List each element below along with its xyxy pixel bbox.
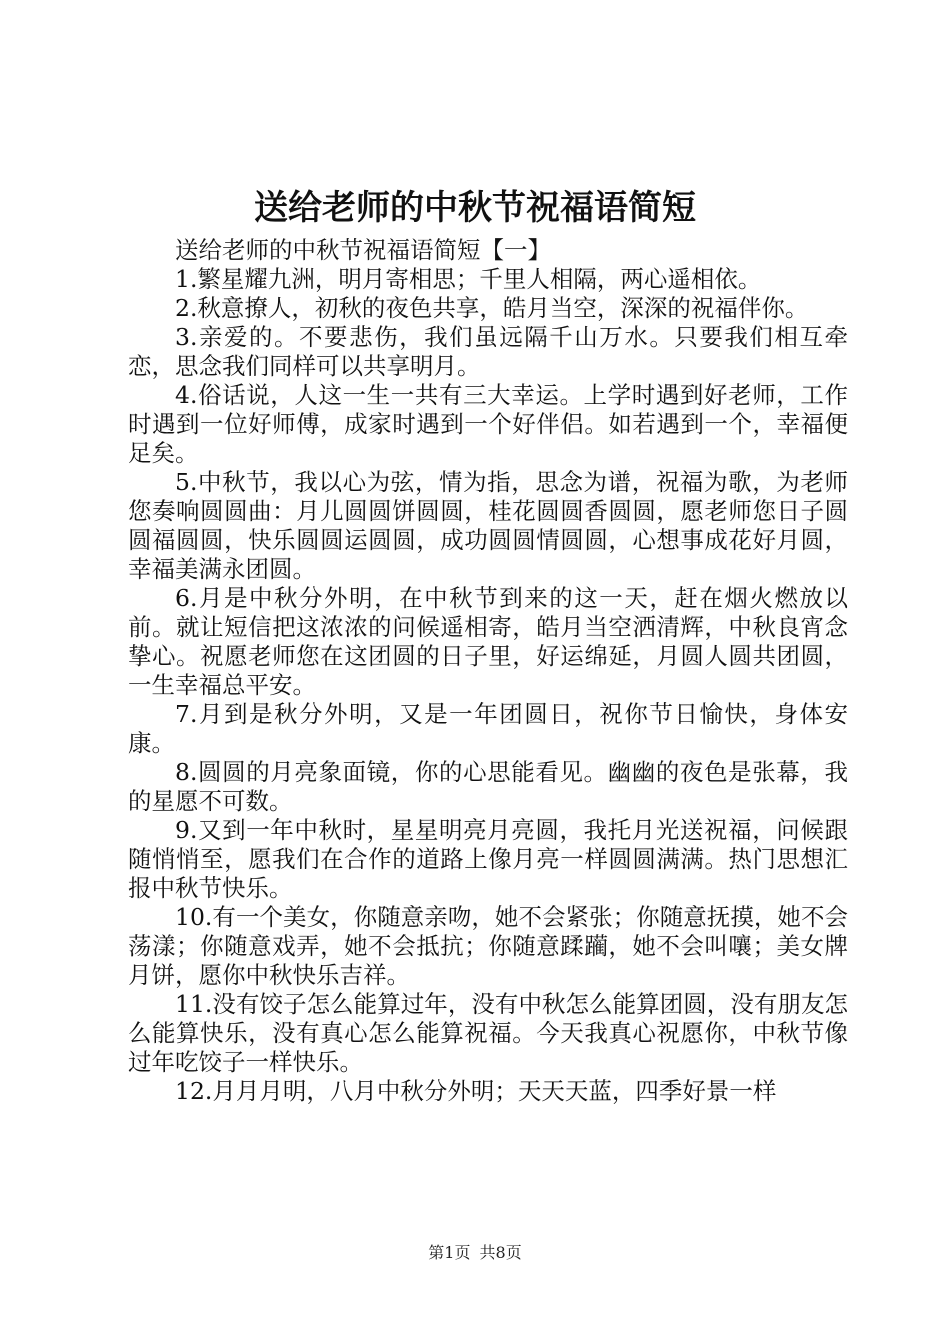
list-item: 10.有一个美女，你随意亲吻，她不会紧张；你随意抚摸，她不会荡漾；你随意戏弄，她不会抵抗；你随意蹂躏，她不会叫嚷；美女牌月饼，愿你中秋快乐吉祥。 [128, 903, 848, 989]
list-item: 7.月到是秋分外明，又是一年团圆日，祝你节日愉快，身体安康。 [128, 700, 848, 757]
page-number: 第1页 [428, 1243, 471, 1262]
list-item: 11.没有饺子怎么能算过年，没有中秋怎么能算团圆，没有朋友怎么能算快乐，没有真心怎么能算祝福。今天我真心祝愿你，中秋节像过年吃饺子一样快乐。 [128, 990, 848, 1076]
list-item: 9.又到一年中秋时，星星明亮月亮圆，我托月光送祝福，问候跟随悄悄至，愿我们在合作的道路上像月亮一样圆圆满满。热门思想汇报中秋节快乐。 [128, 816, 848, 902]
document-body [128, 236, 848, 1106]
list-item: 3.亲爱的。不要悲伤，我们虽远隔千山万水。只要我们相互牵恋，思念我们同样可以共享明月。 [128, 323, 848, 380]
list-item: 5.中秋节，我以心为弦，情为指，思念为谱，祝福为歌，为老师您奏响圆圆曲：月儿圆圆饼圆圆，桂花圆圆香圆圆，愿老师您日子圆圆福圆圆，快乐圆圆运圆圆，成功圆圆情圆圆，心想事成花好月圆，幸福美满永团圆。 [128, 468, 848, 583]
list-item: 8.圆圆的月亮象面镜，你的心思能看见。幽幽的夜色是张幕，我的星愿不可数。 [128, 758, 848, 815]
document-title: 送给老师的中秋节祝福语简短 [254, 188, 696, 228]
list-item: 6.月是中秋分外明，在中秋节到来的这一天，赶在烟火燃放以前。就让短信把这浓浓的问候遥相寄，皓月当空洒清辉，中秋良宵念挚心。祝愿老师您在这团圆的日子里，好运绵延，月圆人圆共团圆，一生幸福总平安。 [128, 584, 848, 699]
section-heading: 送给老师的中秋节祝福语简短【一】 [175, 236, 551, 264]
list-item: 2.秋意撩人，初秋的夜色共享，皓月当空，深深的祝福伴你。 [175, 294, 809, 322]
page-total: 共8页 [479, 1243, 522, 1262]
page-footer [0, 1242, 950, 1264]
list-item: 4.俗话说，人这一生一共有三大幸运。上学时遇到好老师，工作时遇到一位好师傅，成家时遇到一个好伴侣。如若遇到一个，幸福便足矣。 [128, 381, 848, 467]
list-item: 1.繁星耀九洲，明月寄相思；千里人相隔，两心遥相依。 [175, 265, 762, 293]
list-item: 12.月月月明，八月中秋分外明；天天天蓝，四季好景一样 [175, 1077, 777, 1105]
